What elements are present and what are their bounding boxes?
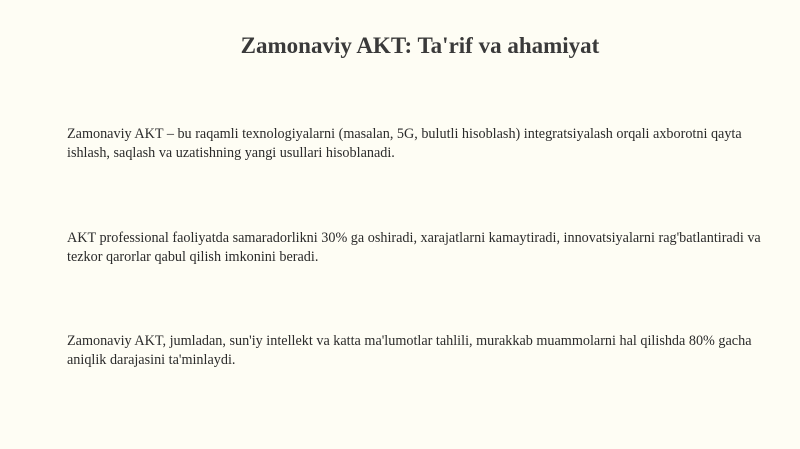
paragraph-accuracy: Zamonaviy AKT, jumladan, sun'iy intellekt va katta ma'lumotlar tahlili, murakkab muammolarni hal qilishda 80% gacha aniqlik darajasini ta'minlaydi. [67, 333, 752, 368]
paragraph-definition: Zamonaviy AKT – bu raqamli texnologiyalarni (masalan, 5G, bulutli hisoblash) integratsiyalash orqali axborotni qayta ishlash, saqlash va uzatishning yangi usullari hisoblanadi. [67, 126, 742, 161]
paragraph-efficiency: AKT professional faoliyatda samaradorlikni 30% ga oshiradi, xarajatlarni kamaytiradi, innovatsiyalarni rag'batlantiradi va tezkor qarorlar qabul qilish imkonini beradi. [67, 230, 761, 265]
slide-title: Zamonaviy AKT: Ta'rif va ahamiyat [240, 33, 600, 58]
